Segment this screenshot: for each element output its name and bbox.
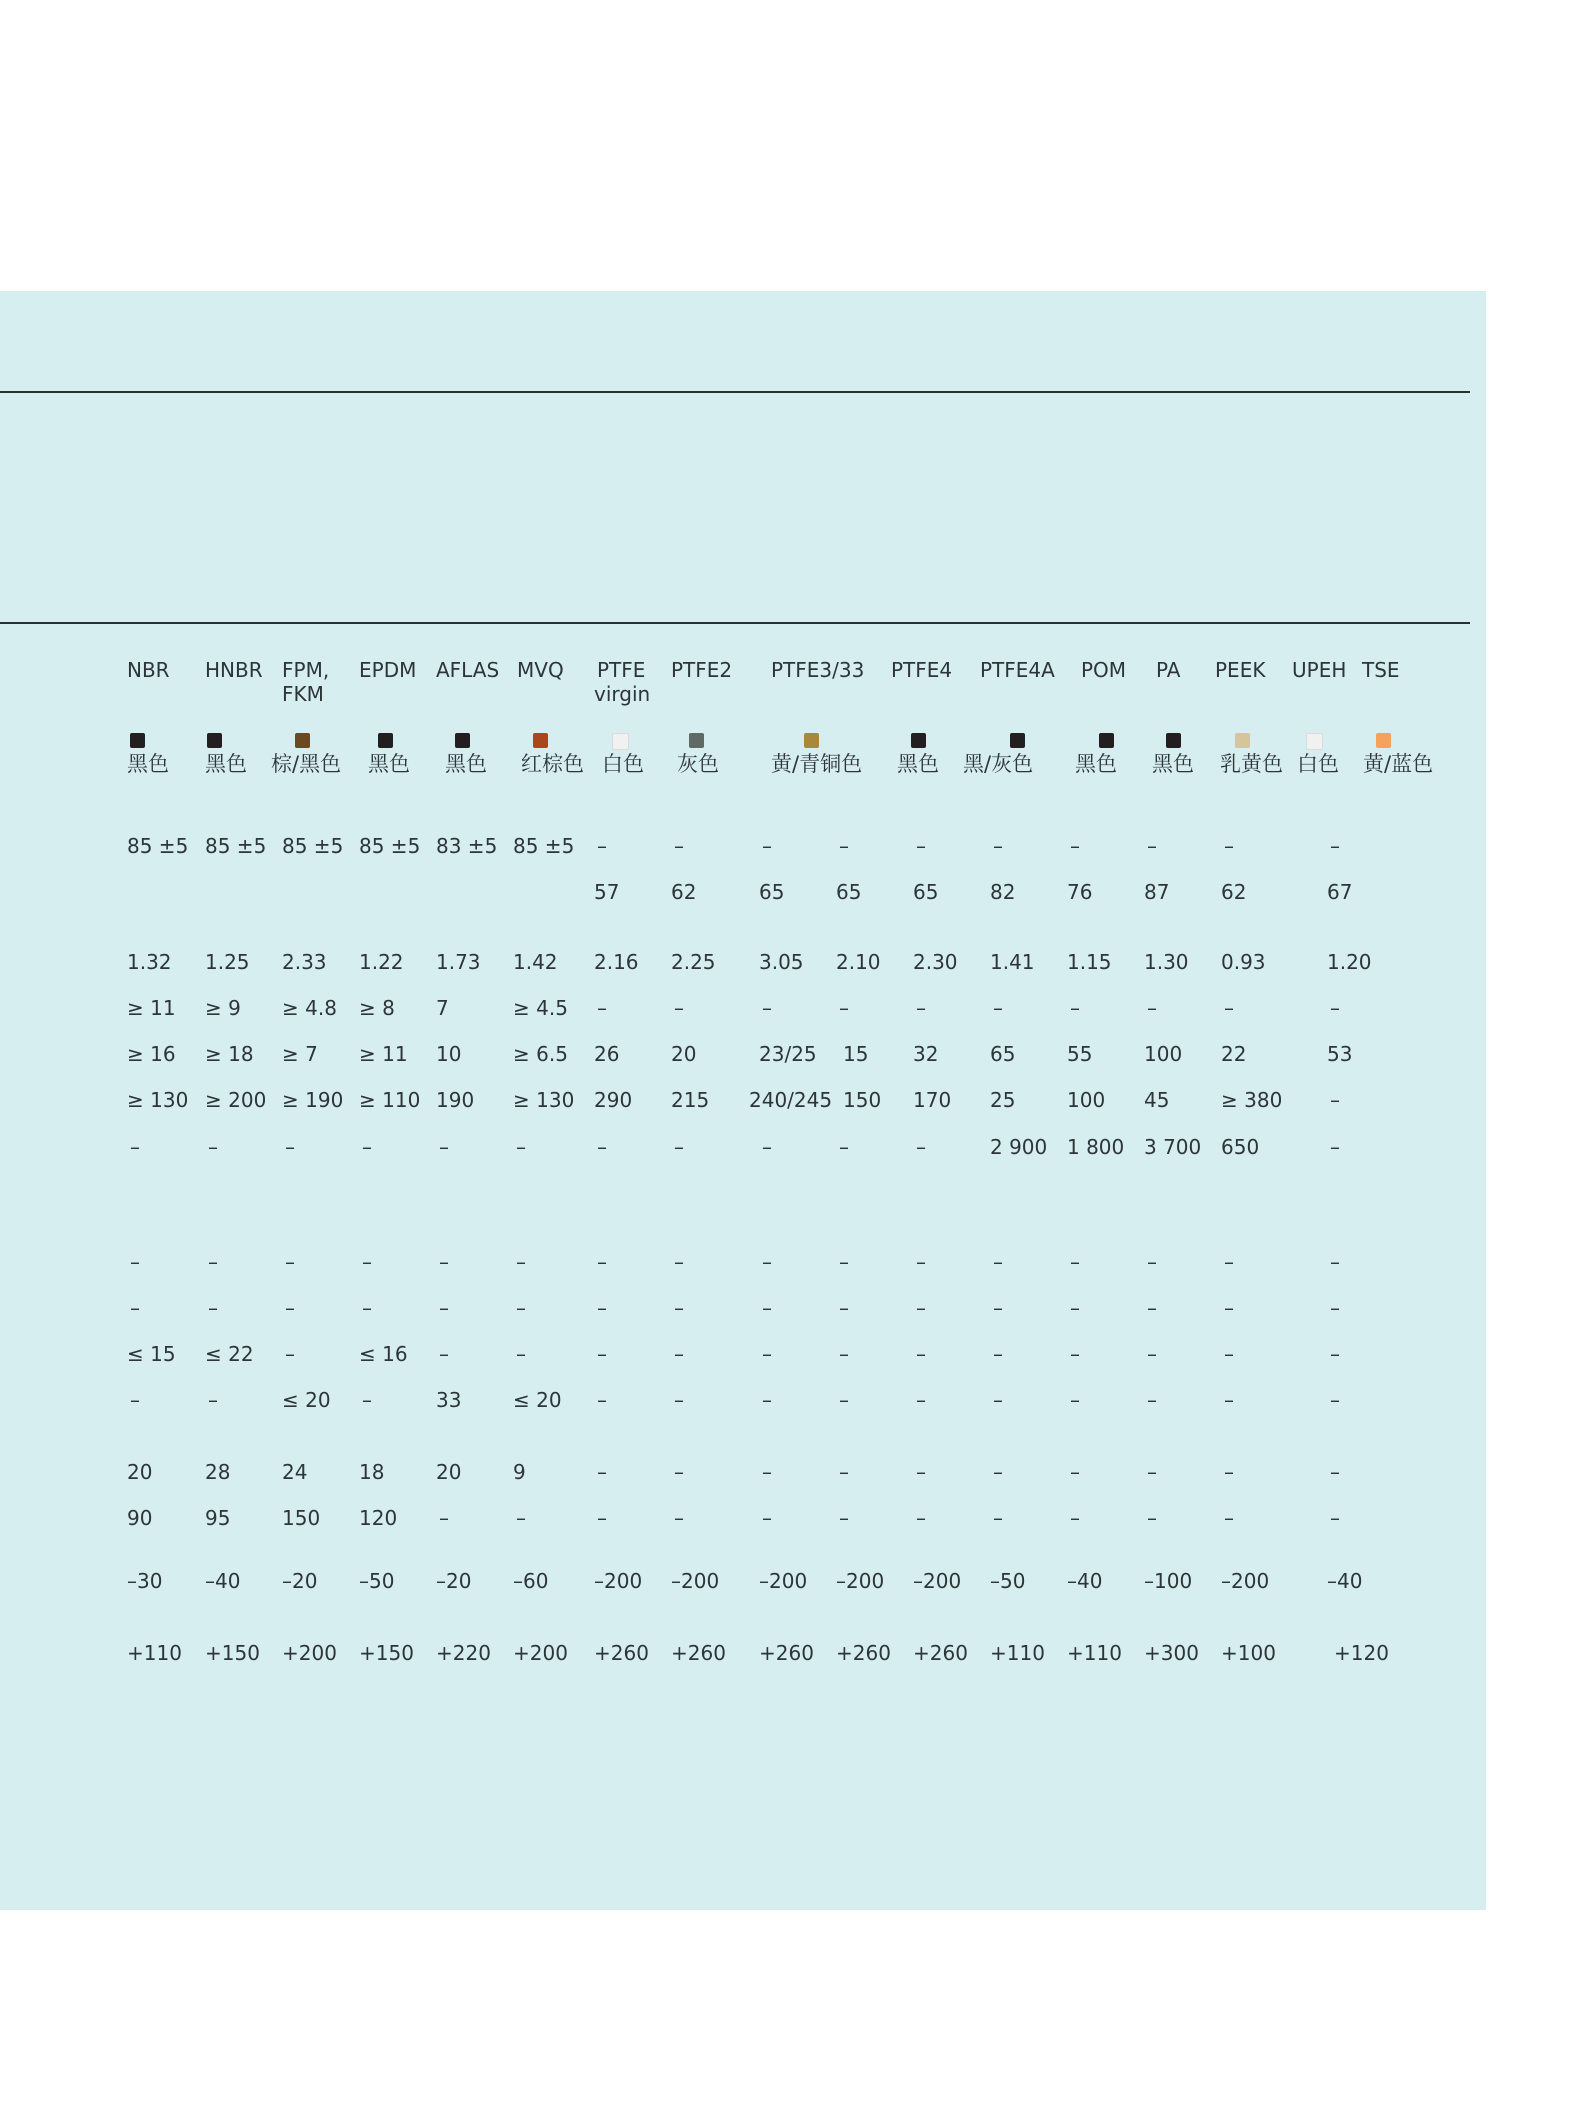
table-cell: ≥ 110	[359, 1088, 421, 1112]
table-cell: –	[285, 1135, 295, 1159]
column-header-hnbr: HNBR	[205, 658, 263, 682]
table-cell: –	[285, 1342, 295, 1366]
table-cell: –	[993, 834, 1003, 858]
color-swatch	[1099, 733, 1114, 748]
table-cell: –	[916, 1135, 926, 1159]
table-cell: ≤ 16	[359, 1342, 408, 1366]
table-cell: +110	[127, 1641, 182, 1665]
table-cell: –	[1147, 1250, 1157, 1274]
table-cell: 20	[436, 1460, 462, 1484]
table-cell: –	[1147, 1460, 1157, 1484]
table-cell: –	[1070, 1296, 1080, 1320]
table-cell: –	[1147, 1342, 1157, 1366]
table-cell: +110	[990, 1641, 1045, 1665]
color-swatch	[804, 733, 819, 748]
table-cell: ≤ 15	[127, 1342, 176, 1366]
table-cell: –	[208, 1250, 218, 1274]
table-cell: –	[839, 834, 849, 858]
table-cell: 55	[1067, 1042, 1093, 1066]
table-cell: ≤ 20	[513, 1388, 562, 1412]
table-cell: –50	[990, 1569, 1026, 1593]
table-cell: 85 ±5	[205, 834, 267, 858]
table-cell: –	[762, 1250, 772, 1274]
table-cell: 82	[990, 880, 1016, 904]
color-label: 黄/蓝色	[1363, 752, 1434, 776]
table-cell: 32	[913, 1042, 939, 1066]
color-label: 黑色	[368, 752, 410, 776]
table-cell: 25	[990, 1088, 1016, 1112]
table-cell: –	[1224, 1342, 1234, 1366]
color-label: 黑色	[205, 752, 247, 776]
table-cell: ≤ 22	[205, 1342, 254, 1366]
table-cell: –	[839, 1296, 849, 1320]
table-cell: ≤ 20	[282, 1388, 331, 1412]
table-cell: +110	[1067, 1641, 1122, 1665]
table-cell: 0.93	[1221, 950, 1266, 974]
table-cell: 57	[594, 880, 620, 904]
table-cell: 23/25	[759, 1042, 817, 1066]
table-cell: –	[762, 1342, 772, 1366]
table-cell: –	[762, 1388, 772, 1412]
color-label: 黑色	[1152, 752, 1194, 776]
column-header-epdm: EPDM	[359, 658, 417, 682]
table-cell: –	[1330, 1250, 1340, 1274]
table-cell: –	[839, 1342, 849, 1366]
table-cell: –	[839, 1506, 849, 1530]
table-cell: +260	[594, 1641, 649, 1665]
table-cell: ≥ 7	[282, 1042, 318, 1066]
table-cell: 53	[1327, 1042, 1353, 1066]
table-cell: –	[362, 1135, 372, 1159]
table-cell: 1.15	[1067, 950, 1112, 974]
table-cell: –	[993, 1296, 1003, 1320]
table-cell: –	[597, 1250, 607, 1274]
table-cell: –	[1224, 996, 1234, 1020]
table-cell: ≥ 130	[127, 1088, 189, 1112]
table-cell: –100	[1144, 1569, 1193, 1593]
table-cell: +260	[836, 1641, 891, 1665]
table-cell: 95	[205, 1506, 231, 1530]
table-cell: –	[993, 1460, 1003, 1484]
table-cell: –	[674, 1296, 684, 1320]
table-cell: –	[285, 1296, 295, 1320]
table-cell: 150	[282, 1506, 321, 1530]
table-cell: 190	[436, 1088, 475, 1112]
table-cell: –	[597, 1388, 607, 1412]
table-cell: –	[762, 1135, 772, 1159]
table-cell: 1.42	[513, 950, 558, 974]
table-cell: 1.30	[1144, 950, 1189, 974]
color-swatch	[1306, 733, 1323, 750]
table-cell: –200	[913, 1569, 962, 1593]
table-cell: ≥ 380	[1221, 1088, 1283, 1112]
table-cell: +200	[282, 1641, 337, 1665]
table-cell: –	[1330, 834, 1340, 858]
table-cell: –	[674, 996, 684, 1020]
color-label: 黑色	[127, 752, 169, 776]
table-cell: ≥ 190	[282, 1088, 344, 1112]
table-cell: 10	[436, 1042, 462, 1066]
table-cell: –	[208, 1296, 218, 1320]
color-swatch	[1166, 733, 1181, 748]
table-cell: 100	[1144, 1042, 1183, 1066]
color-swatch	[1235, 733, 1250, 748]
table-cell: ≥ 16	[127, 1042, 176, 1066]
table-cell: 62	[671, 880, 697, 904]
color-swatch	[689, 733, 704, 748]
table-cell: +150	[205, 1641, 260, 1665]
table-cell: –	[439, 1135, 449, 1159]
column-header-ptfe4: PTFE4	[891, 658, 953, 682]
table-cell: ≥ 11	[359, 1042, 408, 1066]
table-cell: –	[674, 1135, 684, 1159]
table-cell: 170	[913, 1088, 952, 1112]
table-cell: –	[1070, 1250, 1080, 1274]
table-cell: 7	[436, 996, 449, 1020]
table-cell: –	[1147, 834, 1157, 858]
table-cell: –	[762, 1460, 772, 1484]
table-cell: –	[1147, 1388, 1157, 1412]
table-cell: –	[130, 1388, 140, 1412]
color-swatch	[533, 733, 548, 748]
table-cell: –	[762, 996, 772, 1020]
color-label: 红棕色	[521, 752, 584, 776]
table-cell: –	[674, 1506, 684, 1530]
table-cell: –	[916, 1388, 926, 1412]
table-cell: 215	[671, 1088, 710, 1112]
table-cell: –	[993, 1250, 1003, 1274]
table-cell: –	[839, 1388, 849, 1412]
table-cell: 24	[282, 1460, 308, 1484]
table-cell: +260	[759, 1641, 814, 1665]
table-cell: –	[916, 1460, 926, 1484]
divider-header	[0, 622, 1470, 624]
table-cell: –	[130, 1135, 140, 1159]
table-cell: 1.20	[1327, 950, 1372, 974]
table-cell: 65	[913, 880, 939, 904]
color-swatch	[1010, 733, 1025, 748]
table-cell: –	[916, 834, 926, 858]
table-cell: 120	[359, 1506, 398, 1530]
table-cell: –	[762, 1506, 772, 1530]
color-swatch	[207, 733, 222, 748]
column-header-ptfe2: PTFE2	[671, 658, 733, 682]
table-cell: ≥ 130	[513, 1088, 575, 1112]
table-cell: 85 ±5	[282, 834, 344, 858]
table-cell: 3.05	[759, 950, 804, 974]
column-subheader: virgin	[594, 682, 651, 706]
table-cell: ≥ 4.8	[282, 996, 337, 1020]
table-cell: –	[597, 1296, 607, 1320]
table-cell: –	[762, 1296, 772, 1320]
table-cell: –	[839, 1135, 849, 1159]
column-header-upeh: UPEH	[1292, 658, 1347, 682]
color-label: 灰色	[677, 752, 719, 776]
table-cell: 83 ±5	[436, 834, 498, 858]
table-cell: –	[1070, 1342, 1080, 1366]
column-header-pom: POM	[1081, 658, 1127, 682]
table-cell: 150	[843, 1088, 882, 1112]
column-header-ptfe: PTFE	[597, 658, 646, 682]
table-cell: –	[516, 1296, 526, 1320]
column-header-aflas: AFLAS	[436, 658, 500, 682]
color-label: 黑/灰色	[963, 752, 1034, 776]
table-cell: +150	[359, 1641, 414, 1665]
color-label: 黑色	[1075, 752, 1117, 776]
table-cell: –	[516, 1506, 526, 1530]
table-cell: –	[1330, 1506, 1340, 1530]
table-cell: 18	[359, 1460, 385, 1484]
table-cell: –	[1070, 1460, 1080, 1484]
table-cell: 22	[1221, 1042, 1247, 1066]
table-cell: –	[1224, 834, 1234, 858]
table-cell: 15	[843, 1042, 869, 1066]
table-cell: –	[439, 1342, 449, 1366]
table-cell: –	[1330, 1135, 1340, 1159]
table-cell: –	[916, 1342, 926, 1366]
table-cell: 1.73	[436, 950, 481, 974]
table-cell: –	[1330, 1296, 1340, 1320]
table-cell: 85 ±5	[513, 834, 575, 858]
table-cell: –	[597, 1460, 607, 1484]
table-cell: –	[916, 996, 926, 1020]
table-cell: 33	[436, 1388, 462, 1412]
table-cell: 3 700	[1144, 1135, 1202, 1159]
color-label: 棕/黑色	[271, 752, 342, 776]
table-cell: –	[1147, 1506, 1157, 1530]
color-label: 乳黄色	[1220, 752, 1283, 776]
table-cell: –	[1224, 1250, 1234, 1274]
table-cell: –	[993, 1388, 1003, 1412]
divider-top	[0, 391, 1470, 393]
table-cell: –	[597, 1135, 607, 1159]
table-cell: –	[597, 1506, 607, 1530]
table-cell: 26	[594, 1042, 620, 1066]
table-cell: –	[1070, 1388, 1080, 1412]
table-cell: 20	[671, 1042, 697, 1066]
table-cell: –	[993, 996, 1003, 1020]
table-cell: 45	[1144, 1088, 1170, 1112]
table-cell: –20	[282, 1569, 318, 1593]
table-cell: 650	[1221, 1135, 1260, 1159]
table-cell: –	[597, 1342, 607, 1366]
table-cell: –	[1147, 996, 1157, 1020]
table-cell: –	[1224, 1506, 1234, 1530]
table-cell: –	[1070, 834, 1080, 858]
table-cell: –	[1224, 1388, 1234, 1412]
color-swatch	[911, 733, 926, 748]
column-header-tse: TSE	[1362, 658, 1400, 682]
column-header-ptfe4a: PTFE4A	[980, 658, 1055, 682]
table-cell: –200	[671, 1569, 720, 1593]
column-header-pa: PA	[1156, 658, 1181, 682]
color-label: 白色	[1297, 752, 1339, 776]
table-cell: –	[130, 1250, 140, 1274]
color-swatch	[455, 733, 470, 748]
table-cell: 100	[1067, 1088, 1106, 1112]
table-cell: 65	[836, 880, 862, 904]
table-cell: –	[839, 1250, 849, 1274]
table-cell: 2.25	[671, 950, 716, 974]
table-cell: +300	[1144, 1641, 1199, 1665]
color-label: 黄/青铜色	[771, 752, 863, 776]
table-cell: –	[762, 834, 772, 858]
table-cell: 1.32	[127, 950, 172, 974]
table-cell: –20	[436, 1569, 472, 1593]
table-cell: 65	[990, 1042, 1016, 1066]
table-cell: 85 ±5	[127, 834, 189, 858]
table-cell: 290	[594, 1088, 633, 1112]
table-cell: ≥ 6.5	[513, 1042, 568, 1066]
table-cell: –	[439, 1506, 449, 1530]
table-cell: –	[839, 1460, 849, 1484]
table-cell: 2 900	[990, 1135, 1048, 1159]
table-cell: ≥ 8	[359, 996, 395, 1020]
column-header-fpm: FPM,	[282, 658, 330, 682]
column-subheader: FKM	[282, 682, 324, 706]
table-cell: –200	[759, 1569, 808, 1593]
table-cell: ≥ 18	[205, 1042, 254, 1066]
table-cell: –	[516, 1250, 526, 1274]
table-cell: 1.41	[990, 950, 1035, 974]
table-cell: –	[208, 1135, 218, 1159]
table-cell: –	[597, 834, 607, 858]
table-cell: –200	[836, 1569, 885, 1593]
table-cell: +120	[1334, 1641, 1389, 1665]
table-cell: –40	[1327, 1569, 1363, 1593]
table-cell: –	[208, 1388, 218, 1412]
table-cell: 2.33	[282, 950, 327, 974]
table-cell: –	[362, 1388, 372, 1412]
column-header-nbr: NBR	[127, 658, 170, 682]
table-cell: –	[130, 1296, 140, 1320]
table-cell: 85 ±5	[359, 834, 421, 858]
color-swatch	[378, 733, 393, 748]
column-header-ptfe333: PTFE3/33	[771, 658, 865, 682]
table-cell: 90	[127, 1506, 153, 1530]
table-cell: –	[993, 1342, 1003, 1366]
table-cell: 20	[127, 1460, 153, 1484]
table-cell: –50	[359, 1569, 395, 1593]
table-cell: –	[993, 1506, 1003, 1530]
table-cell: –	[1070, 996, 1080, 1020]
table-cell: –	[674, 1388, 684, 1412]
column-header-peek: PEEK	[1215, 658, 1266, 682]
table-cell: –	[674, 1250, 684, 1274]
table-cell: 240/245	[749, 1088, 833, 1112]
table-cell: –60	[513, 1569, 549, 1593]
table-cell: –	[439, 1250, 449, 1274]
table-cell: –	[916, 1506, 926, 1530]
table-cell: –	[1224, 1296, 1234, 1320]
table-cell: –	[439, 1296, 449, 1320]
column-header-mvq: MVQ	[517, 658, 564, 682]
table-cell: ≥ 4.5	[513, 996, 568, 1020]
table-cell: –	[674, 1460, 684, 1484]
table-cell: –200	[1221, 1569, 1270, 1593]
table-cell: ≥ 11	[127, 996, 176, 1020]
table-cell: 2.10	[836, 950, 881, 974]
table-cell: –	[916, 1250, 926, 1274]
table-cell: –	[916, 1296, 926, 1320]
table-cell: –	[1330, 1088, 1340, 1112]
table-cell: –	[285, 1250, 295, 1274]
table-cell: –	[674, 1342, 684, 1366]
table-cell: +200	[513, 1641, 568, 1665]
table-cell: ≥ 200	[205, 1088, 267, 1112]
table-cell: –	[839, 996, 849, 1020]
color-swatch	[295, 733, 310, 748]
table-cell: 2.30	[913, 950, 958, 974]
table-cell: –	[1224, 1460, 1234, 1484]
table-cell: 28	[205, 1460, 231, 1484]
color-swatch	[1376, 733, 1391, 748]
table-cell: 76	[1067, 880, 1093, 904]
table-cell: 9	[513, 1460, 526, 1484]
table-cell: +220	[436, 1641, 491, 1665]
table-cell: +260	[913, 1641, 968, 1665]
color-label: 黑色	[897, 752, 939, 776]
table-cell: 1 800	[1067, 1135, 1125, 1159]
table-cell: +100	[1221, 1641, 1276, 1665]
color-swatch	[612, 733, 629, 750]
table-cell: –	[597, 996, 607, 1020]
table-cell: 87	[1144, 880, 1170, 904]
table-cell: –	[362, 1250, 372, 1274]
table-cell: –30	[127, 1569, 163, 1593]
table-cell: –	[1330, 1388, 1340, 1412]
color-label: 白色	[602, 752, 644, 776]
table-cell: ≥ 9	[205, 996, 241, 1020]
table-cell: 2.16	[594, 950, 639, 974]
table-cell: –40	[1067, 1569, 1103, 1593]
table-cell: 67	[1327, 880, 1353, 904]
table-cell: –	[516, 1135, 526, 1159]
table-cell: –	[362, 1296, 372, 1320]
table-cell: +260	[671, 1641, 726, 1665]
table-cell: –	[674, 834, 684, 858]
table-cell: –	[1147, 1296, 1157, 1320]
table-cell: –	[516, 1342, 526, 1366]
color-label: 黑色	[445, 752, 487, 776]
table-cell: –	[1330, 1342, 1340, 1366]
table-cell: 65	[759, 880, 785, 904]
table-cell: 62	[1221, 880, 1247, 904]
color-swatch	[130, 733, 145, 748]
table-cell: 1.25	[205, 950, 250, 974]
table-cell: 1.22	[359, 950, 404, 974]
table-cell: –	[1330, 1460, 1340, 1484]
table-cell: –40	[205, 1569, 241, 1593]
table-cell: –	[1070, 1506, 1080, 1530]
table-cell: –	[1330, 996, 1340, 1020]
table-cell: –200	[594, 1569, 643, 1593]
